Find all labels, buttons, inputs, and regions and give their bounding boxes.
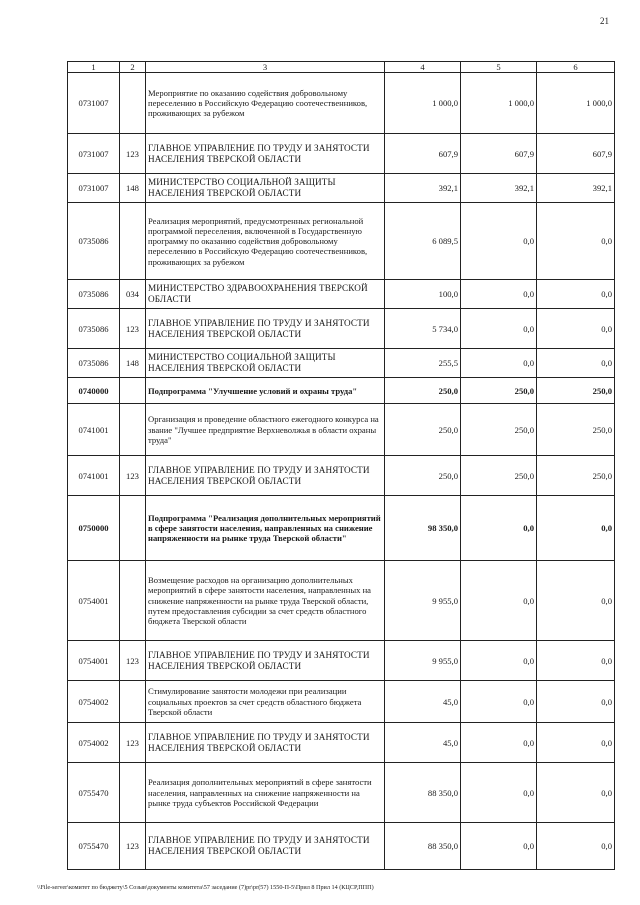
group-code-cell: 034 [120,280,146,309]
code-cell: 0755470 [68,763,120,823]
code-cell: 0750000 [68,496,120,561]
table-row [68,134,615,174]
description-cell: ГЛАВНОЕ УПРАВЛЕНИЕ ПО ТРУДУ И ЗАНЯТОСТИ НАСЕЛЕНИЯ ТВЕРСКОЙ ОБЛАСТИ [146,456,385,496]
value-col-4-cell: 45,0 [385,681,461,723]
value-col-6-cell: 0,0 [537,723,615,763]
group-code-cell [120,681,146,723]
description-cell: ГЛАВНОЕ УПРАВЛЕНИЕ ПО ТРУДУ И ЗАНЯТОСТИ НАСЕЛЕНИЯ ТВЕРСКОЙ ОБЛАСТИ [146,134,385,174]
group-code-cell: 123 [120,134,146,174]
code-cell: 0731007 [68,73,120,134]
value-col-5-cell: 0,0 [461,641,537,681]
file-path-footer: \\File-server\комитет по бюджету\5 Созыв\документы комитета\57 заседание (7)pr\pr(57) 1550-П-5\Прил 8 Прил 14 (КЦСР,ППП) [37,884,374,891]
value-col-4-cell: 88 350,0 [385,763,461,823]
group-code-cell: 123 [120,309,146,349]
group-code-cell: 123 [120,823,146,870]
table-row [68,456,615,496]
value-col-4-cell: 250,0 [385,456,461,496]
header-col-1: 1 [68,62,120,73]
table-row [68,309,615,349]
code-cell: 0731007 [68,134,120,174]
value-col-6-cell: 392,1 [537,174,615,203]
value-col-4-cell: 250,0 [385,404,461,456]
header-col-2: 2 [120,62,146,73]
value-col-5-cell: 1 000,0 [461,73,537,134]
description-cell: ГЛАВНОЕ УПРАВЛЕНИЕ ПО ТРУДУ И ЗАНЯТОСТИ НАСЕЛЕНИЯ ТВЕРСКОЙ ОБЛАСТИ [146,309,385,349]
value-col-5-cell: 392,1 [461,174,537,203]
code-cell: 0735086 [68,203,120,280]
description-cell: МИНИСТЕРСТВО СОЦИАЛЬНОЙ ЗАЩИТЫ НАСЕЛЕНИЯ ТВЕРСКОЙ ОБЛАСТИ [146,349,385,378]
code-cell: 0735086 [68,309,120,349]
value-col-5-cell: 0,0 [461,723,537,763]
group-code-cell: 148 [120,349,146,378]
description-cell: Реализация дополнительных мероприятий в сфере занятости населения, направленных на снижение напряженности на рынке труда субъектов Российской Федерации [146,763,385,823]
value-col-5-cell: 607,9 [461,134,537,174]
value-col-6-cell: 0,0 [537,681,615,723]
group-code-cell: 148 [120,174,146,203]
value-col-4-cell: 250,0 [385,378,461,404]
table-row [68,723,615,763]
value-col-6-cell: 0,0 [537,496,615,561]
group-code-cell: 123 [120,456,146,496]
value-col-4-cell: 392,1 [385,174,461,203]
value-col-6-cell: 0,0 [537,763,615,823]
code-cell: 0754001 [68,561,120,641]
value-col-4-cell: 1 000,0 [385,73,461,134]
code-cell: 0754001 [68,641,120,681]
group-code-cell: 123 [120,641,146,681]
value-col-5-cell: 0,0 [461,561,537,641]
description-cell: МИНИСТЕРСТВО СОЦИАЛЬНОЙ ЗАЩИТЫ НАСЕЛЕНИЯ ТВЕРСКОЙ ОБЛАСТИ [146,174,385,203]
value-col-5-cell: 0,0 [461,349,537,378]
value-col-4-cell: 607,9 [385,134,461,174]
table-header [68,62,615,73]
group-code-cell [120,73,146,134]
code-cell: 0735086 [68,280,120,309]
group-code-cell: 123 [120,723,146,763]
value-col-5-cell: 250,0 [461,404,537,456]
code-cell: 0741001 [68,456,120,496]
description-cell: ГЛАВНОЕ УПРАВЛЕНИЕ ПО ТРУДУ И ЗАНЯТОСТИ НАСЕЛЕНИЯ ТВЕРСКОЙ ОБЛАСТИ [146,723,385,763]
description-cell: Реализация мероприятий, предусмотренных региональной программой переселения, включенной в Государственную программу по оказанию содействия добровольному переселению в Российскую Федерацию соотечественников, проживающих за рубежом [146,203,385,280]
page-number: 21 [600,16,609,26]
value-col-4-cell: 255,5 [385,349,461,378]
value-col-5-cell: 250,0 [461,378,537,404]
value-col-4-cell: 9 955,0 [385,641,461,681]
code-cell: 0755470 [68,823,120,870]
value-col-6-cell: 0,0 [537,823,615,870]
group-code-cell [120,763,146,823]
group-code-cell [120,378,146,404]
value-col-4-cell: 45,0 [385,723,461,763]
table-row [68,280,615,309]
value-col-4-cell: 5 734,0 [385,309,461,349]
budget-table [67,61,615,870]
description-cell: Подпрограмма "Улучшение условий и охраны труда" [146,378,385,404]
value-col-5-cell: 0,0 [461,823,537,870]
header-col-5: 5 [461,62,537,73]
table-row [68,174,615,203]
header-col-4: 4 [385,62,461,73]
code-cell: 0754002 [68,681,120,723]
description-cell: ГЛАВНОЕ УПРАВЛЕНИЕ ПО ТРУДУ И ЗАНЯТОСТИ НАСЕЛЕНИЯ ТВЕРСКОЙ ОБЛАСТИ [146,823,385,870]
header-row [68,62,615,73]
table-row [68,73,615,134]
code-cell: 0740000 [68,378,120,404]
table-row [68,496,615,561]
value-col-6-cell: 250,0 [537,404,615,456]
value-col-6-cell: 0,0 [537,309,615,349]
value-col-6-cell: 0,0 [537,280,615,309]
value-col-4-cell: 98 350,0 [385,496,461,561]
value-col-4-cell: 100,0 [385,280,461,309]
description-cell: Организация и проведение областного ежегодного конкурса на звание "Лучшее предприятие Верхневолжья в области охраны труда" [146,404,385,456]
group-code-cell [120,496,146,561]
value-col-5-cell: 0,0 [461,309,537,349]
table-row [68,763,615,823]
value-col-6-cell: 250,0 [537,456,615,496]
value-col-5-cell: 0,0 [461,280,537,309]
value-col-4-cell: 9 955,0 [385,561,461,641]
table-row [68,349,615,378]
table-row [68,641,615,681]
value-col-5-cell: 0,0 [461,203,537,280]
header-col-3: 3 [146,62,385,73]
description-cell: ГЛАВНОЕ УПРАВЛЕНИЕ ПО ТРУДУ И ЗАНЯТОСТИ НАСЕЛЕНИЯ ТВЕРСКОЙ ОБЛАСТИ [146,641,385,681]
description-cell: Мероприятие по оказанию содействия добровольному переселению в Российскую Федерацию соотечественников, проживающих за рубежом [146,73,385,134]
group-code-cell [120,404,146,456]
code-cell: 0741001 [68,404,120,456]
group-code-cell [120,561,146,641]
value-col-6-cell: 1 000,0 [537,73,615,134]
value-col-5-cell: 0,0 [461,763,537,823]
value-col-5-cell: 250,0 [461,456,537,496]
table-body [68,73,615,870]
table-row [68,823,615,870]
code-cell: 0735086 [68,349,120,378]
description-cell: МИНИСТЕРСТВО ЗДРАВООХРАНЕНИЯ ТВЕРСКОЙ ОБЛАСТИ [146,280,385,309]
description-cell: Подпрограмма "Реализация дополнительных мероприятий в сфере занятости населения, направленных на снижение напряженности на рынке труда Тверской области" [146,496,385,561]
table-row [68,681,615,723]
code-cell: 0754002 [68,723,120,763]
value-col-6-cell: 0,0 [537,203,615,280]
value-col-5-cell: 0,0 [461,681,537,723]
table-row [68,203,615,280]
value-col-4-cell: 6 089,5 [385,203,461,280]
value-col-6-cell: 0,0 [537,641,615,681]
table-row [68,561,615,641]
value-col-6-cell: 0,0 [537,349,615,378]
code-cell: 0731007 [68,174,120,203]
table-row [68,404,615,456]
value-col-6-cell: 0,0 [537,561,615,641]
table-row [68,378,615,404]
value-col-5-cell: 0,0 [461,496,537,561]
value-col-6-cell: 250,0 [537,378,615,404]
group-code-cell [120,203,146,280]
header-col-6: 6 [537,62,615,73]
value-col-4-cell: 88 350,0 [385,823,461,870]
description-cell: Стимулирование занятости молодежи при реализации социальных проектов за счет средств областного бюджета Тверской области [146,681,385,723]
description-cell: Возмещение расходов на организацию дополнительных мероприятий в сфере занятости населения, направленных на снижение напряженности на рынке труда Тверской области, путем предоставления субсидии за счет средств областного бюджета Тверской области [146,561,385,641]
value-col-6-cell: 607,9 [537,134,615,174]
